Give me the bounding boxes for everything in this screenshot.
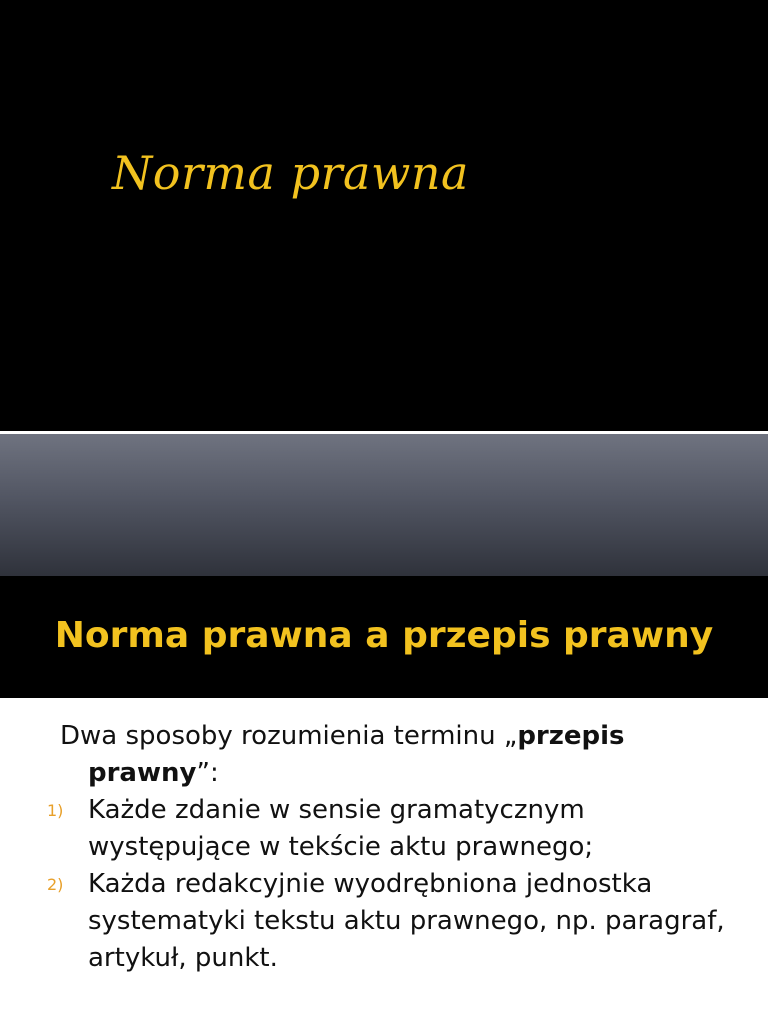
slide-title: Norma prawna <box>112 146 469 200</box>
list-marker: 2) <box>47 875 64 894</box>
intro-tail: ”: <box>196 758 219 788</box>
intro-lead: Dwa sposoby rozumienia terminu „ <box>60 721 518 751</box>
gradient-band <box>0 434 768 576</box>
intro-paragraph <box>60 718 740 792</box>
list-item-text: Każde zdanie w sensie gramatycznym występujące w tekście aktu prawnego; <box>88 795 594 862</box>
content-slide-title: Norma prawna a przepis prawny <box>54 615 714 656</box>
list-marker: 1) <box>47 801 64 820</box>
content-text <box>47 718 740 977</box>
title-slide <box>0 0 768 431</box>
list-item-text: Każda redakcyjnie wyodrębniona jednostka systematyki tekstu aktu prawnego, np. paragraf, artykuł, punkt. <box>88 869 725 973</box>
list-item <box>47 792 740 866</box>
intro-bold-term: przepis prawny <box>88 721 625 788</box>
definition-list <box>47 792 740 977</box>
list-item <box>47 866 740 977</box>
